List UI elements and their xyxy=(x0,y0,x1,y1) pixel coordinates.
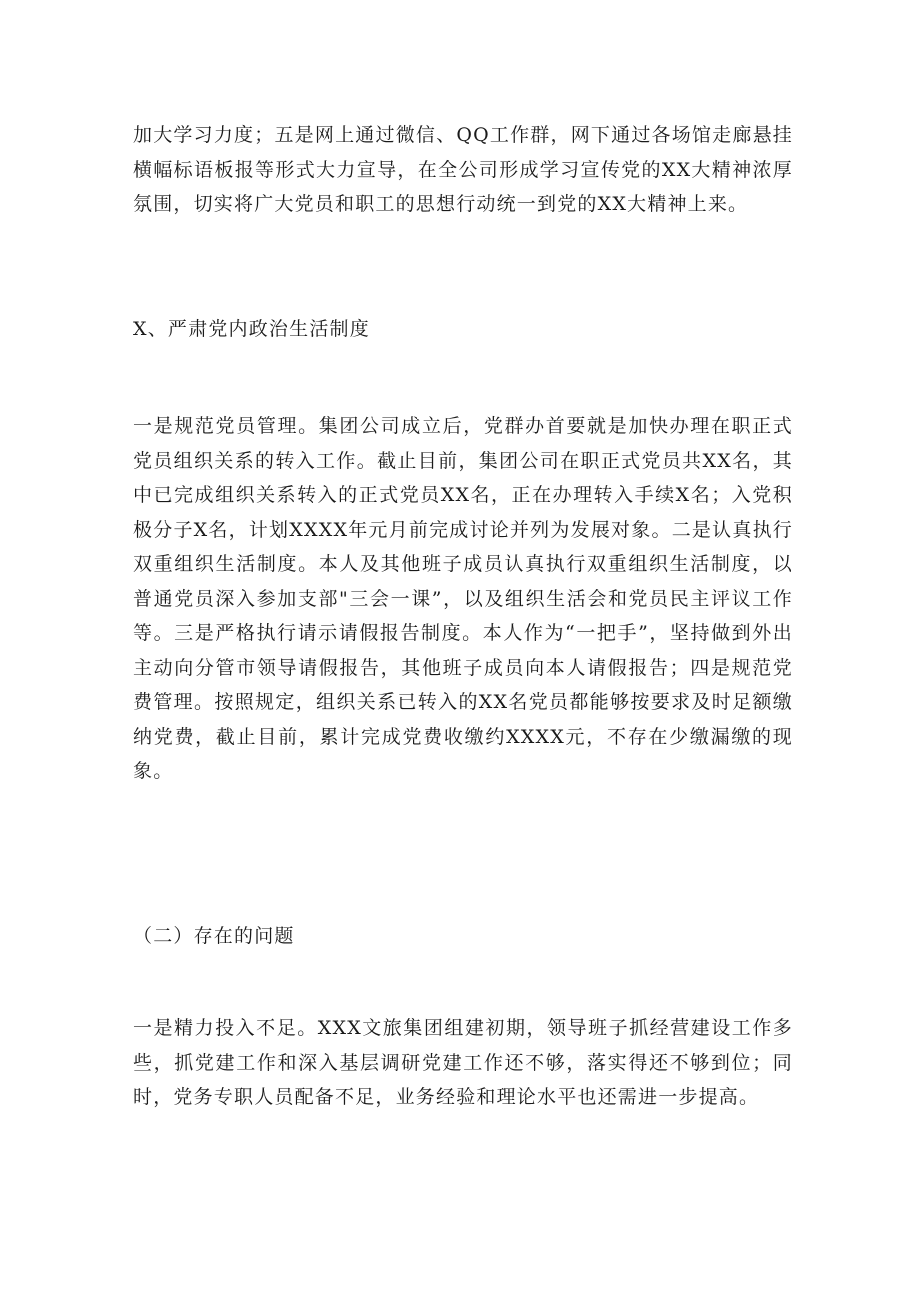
section-heading-party-life: X、严肃党内政治生活制度 xyxy=(133,318,370,340)
section-heading-problems: （二）存在的问题 xyxy=(133,925,295,947)
paragraph-insufficient-effort: 一是精力投入不足。XXX文旅集团组建初期，领导班子抓经营建设工作多些，抓党建工作和深入基层调研党建工作还不够，落实得还不够到位；同时，党务专职人员配备不足，业务经验和理论水平也还需进一步提高。 xyxy=(133,1017,793,1108)
paragraph-study-promotion: 加大学习力度；五是网上通过微信、QQ工作群，网下通过各场馆走廊悬挂横幅标语板报等形式大力宣导，在全公司形成学习宣传党的XX大精神浓厚氛围，切实将广大党员和职工的思想行动统一到党的XX大精神上来。 xyxy=(133,124,793,215)
paragraph-party-management: 一是规范党员管理。集团公司成立后，党群办首要就是加快办理在职正式党员组织关系的转入工作。截止目前，集团公司在职正式党员共XX名，其中已完成组织关系转入的正式党员XX名，正在办理转入手续X名；入党积极分子X名，计划XXXX年元月前完成讨论并列为发展对象。二是认真执行双重组织生活制度。本人及其他班子成员认真执行双重组织生活制度，以普通党员深入参加支部"三会一课”，以及组织生活会和党员民主评议工作等。三是严格执行请示请假报告制度。本人作为“一把手”，坚持做到外出主动向分管市领导请假报告，其他班子成员向本人请假报告；四是规范党费管理。按照规定，组织关系已转入的XX名党员都能够按要求及时足额缴纳党费，截止目前，累计完成党费收缴约XXXX元，不存在少缴漏缴的现象。 xyxy=(133,415,793,782)
